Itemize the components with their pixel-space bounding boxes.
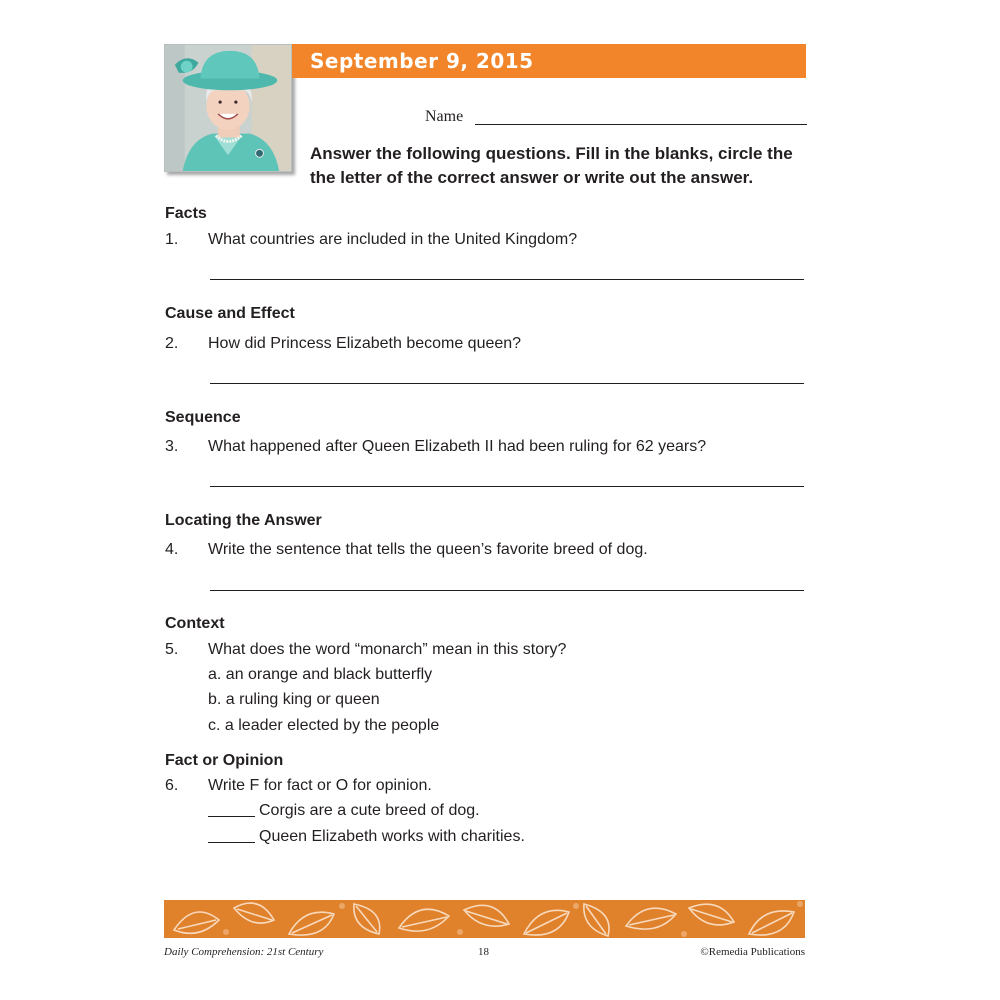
fact-opinion-blank[interactable]	[208, 803, 255, 817]
answer-line[interactable]	[210, 486, 804, 487]
question-text: What does the word “monarch” mean in this story?	[208, 641, 567, 658]
question-number: 1.	[165, 231, 179, 248]
statement-row	[208, 828, 525, 846]
section-heading: Fact or Opinion	[165, 752, 284, 769]
portrait-photo	[164, 44, 292, 172]
question-number: 3.	[165, 438, 179, 455]
section-heading: Context	[165, 615, 225, 632]
portrait-illustration	[165, 45, 291, 171]
date-banner	[292, 44, 806, 78]
answer-line[interactable]	[210, 383, 804, 384]
question-text: Write the sentence that tells the queen’s favorite breed of dog.	[208, 541, 648, 558]
instructions: Answer the following questions. Fill in the blanks, circle the the letter of the correct answer or write out the answer.	[310, 144, 793, 187]
question-text: How did Princess Elizabeth become queen?	[208, 335, 522, 352]
section-heading: Cause and Effect	[165, 305, 295, 322]
fact-opinion-blank[interactable]	[208, 829, 255, 843]
section-heading: Locating the Answer	[165, 512, 322, 529]
section-heading: Sequence	[165, 409, 241, 426]
question-number: 5.	[165, 641, 179, 658]
question-text: What happened after Queen Elizabeth II had been ruling for 62 years?	[208, 438, 707, 455]
footer-book-title: Daily Comprehension: 21st Century	[164, 946, 324, 958]
section-heading: Facts	[165, 205, 207, 222]
question-number: 6.	[165, 777, 179, 794]
answer-line[interactable]	[210, 279, 804, 280]
question-text: Write F for fact or O for opinion.	[208, 777, 432, 794]
choice-c[interactable]: c. a leader elected by the people	[208, 717, 440, 734]
statement-text: Corgis are a cute breed of dog.	[259, 802, 480, 819]
statement-text: Queen Elizabeth works with charities.	[259, 828, 525, 845]
answer-line[interactable]	[210, 590, 804, 591]
choice-b[interactable]: b. a ruling king or queen	[208, 691, 380, 708]
name-label: Name	[425, 108, 464, 125]
leaf-pattern-icon	[164, 900, 805, 938]
statement-row	[208, 802, 480, 820]
footer-page-number: 18	[478, 946, 489, 958]
choice-a[interactable]: a. an orange and black butterfly	[208, 666, 433, 683]
question-number: 2.	[165, 335, 179, 352]
name-blank-line[interactable]	[475, 124, 807, 125]
question-number: 4.	[165, 541, 179, 558]
leaf-pattern-band	[164, 900, 805, 938]
date-title: September 9, 2015	[310, 49, 534, 73]
footer-publisher: ©Remedia Publications	[700, 946, 805, 958]
question-text: What countries are included in the United Kingdom?	[208, 231, 578, 248]
name-field[interactable]	[425, 108, 807, 130]
